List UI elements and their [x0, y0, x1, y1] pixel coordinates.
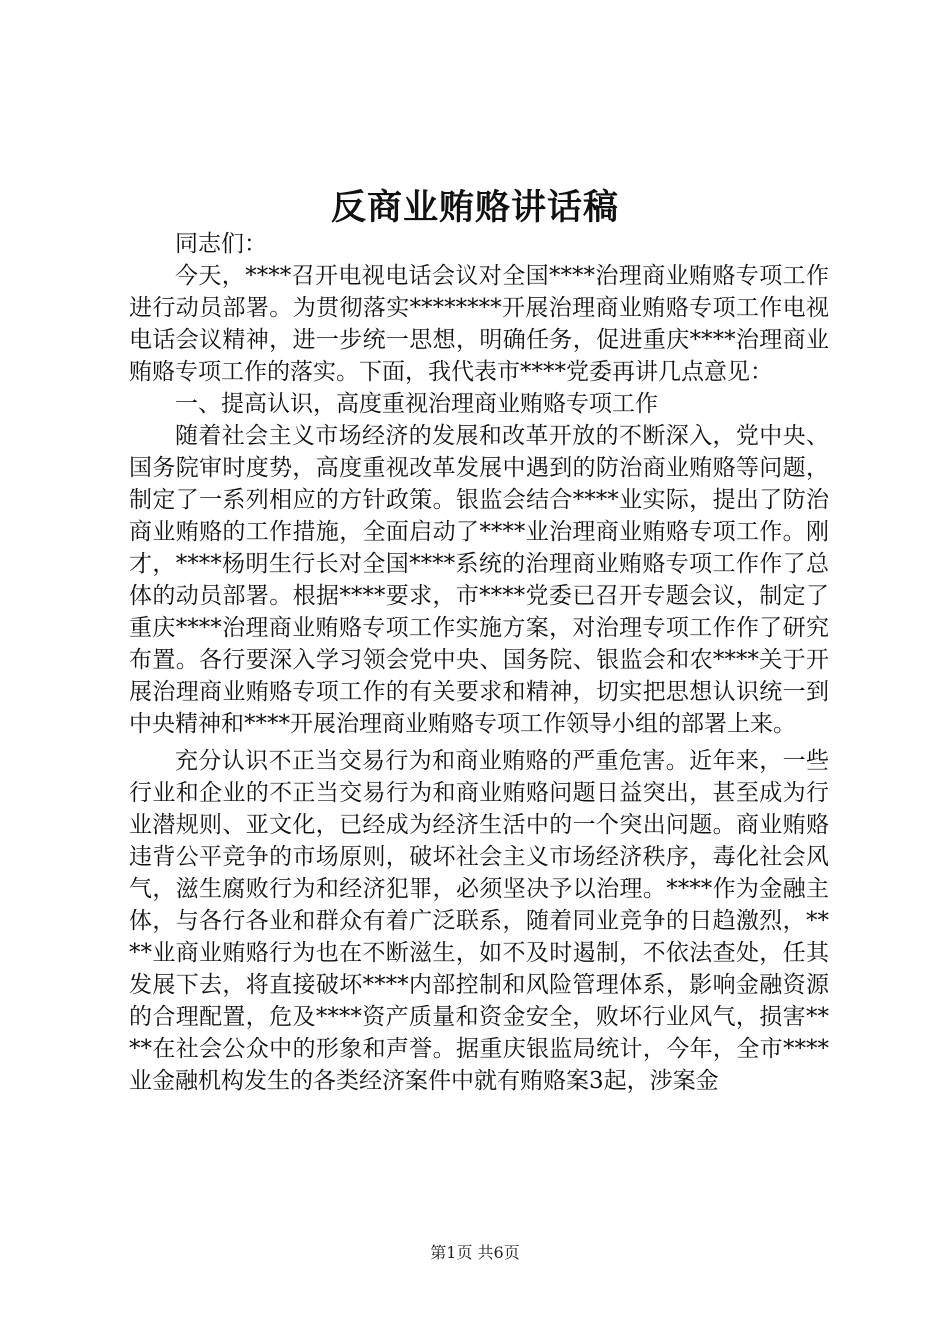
paragraph: 随着社会主义市场经济的发展和改革开放的不断深入，党中央、国务院审时度势，高度重视改革发展中遇到的防治商业贿赂等问题，制定了一系列相应的方针政策。银监会结合****业实际，提出了防治商业贿赂的工作措施，全面启动了****业治理商业贿赂专项工作。刚才，****杨明生行长对全国****系统的治理商业贿赂专项工作作了总体的动员部署。根据****要求，市****党委已召开专题会议，制定了重庆****治理商业贿赂专项工作实施方案，对治理专项工作作了研究布置。各行要深入学习领会党中央、国务院、银监会和农****关于开展治理商业贿赂专项工作的有关要求和精神，切实把思想认识统一到中央精神和****开展治理商业贿赂专项工作领导小组的部署上来。 — [129, 423, 829, 737]
document-title: 反商业贿赂讲话稿 — [330, 187, 619, 228]
section-heading: 一、提高认识，高度重视治理商业贿赂专项工作 — [175, 391, 658, 417]
page-footer: 第1页 共6页 — [430, 1243, 520, 1262]
salutation: 同志们： — [175, 231, 267, 257]
document-body — [129, 228, 829, 1097]
paragraph-intro: 今天，****召开电视电话会议对全国****治理商业贿赂专项工作进行动员部署。为贯彻落实********开展治理商业贿赂专项工作电视电话会议精神，进一步统一思想，明确任务，促进重庆****治理商业贿赂专项工作的落实。下面，我代表市****党委再讲几点意见： — [129, 263, 829, 385]
paragraph: 充分认识不正当交易行为和商业贿赂的严重危害。近年来，一些行业和企业的不正当交易行为和商业贿赂问题日益突出，甚至成为行业潜规则、亚文化，已经成为经济生活中的一个突出问题。商业贿赂违背公平竞争的市场原则，破坏社会主义市场经济秩序，毒化社会风气，滋生腐败行为和经济犯罪，必须坚决予以治理。****作为金融主体，与各行各业和群众有着广泛联系，随着同业竞争的日趋激烈，****业商业贿赂行为也在不断滋生，如不及时遏制，不依法查处，任其发展下去，将直接破坏****内部控制和风险管理体系，影响金融资源的合理配置，危及****资产质量和资金安全，败坏行业风气，损害****在社会公众中的形象和声誉。据重庆银监局统计，今年，全市****业金融机构发生的各类经济案件中就有贿赂案3起，涉案金 — [129, 748, 829, 1094]
